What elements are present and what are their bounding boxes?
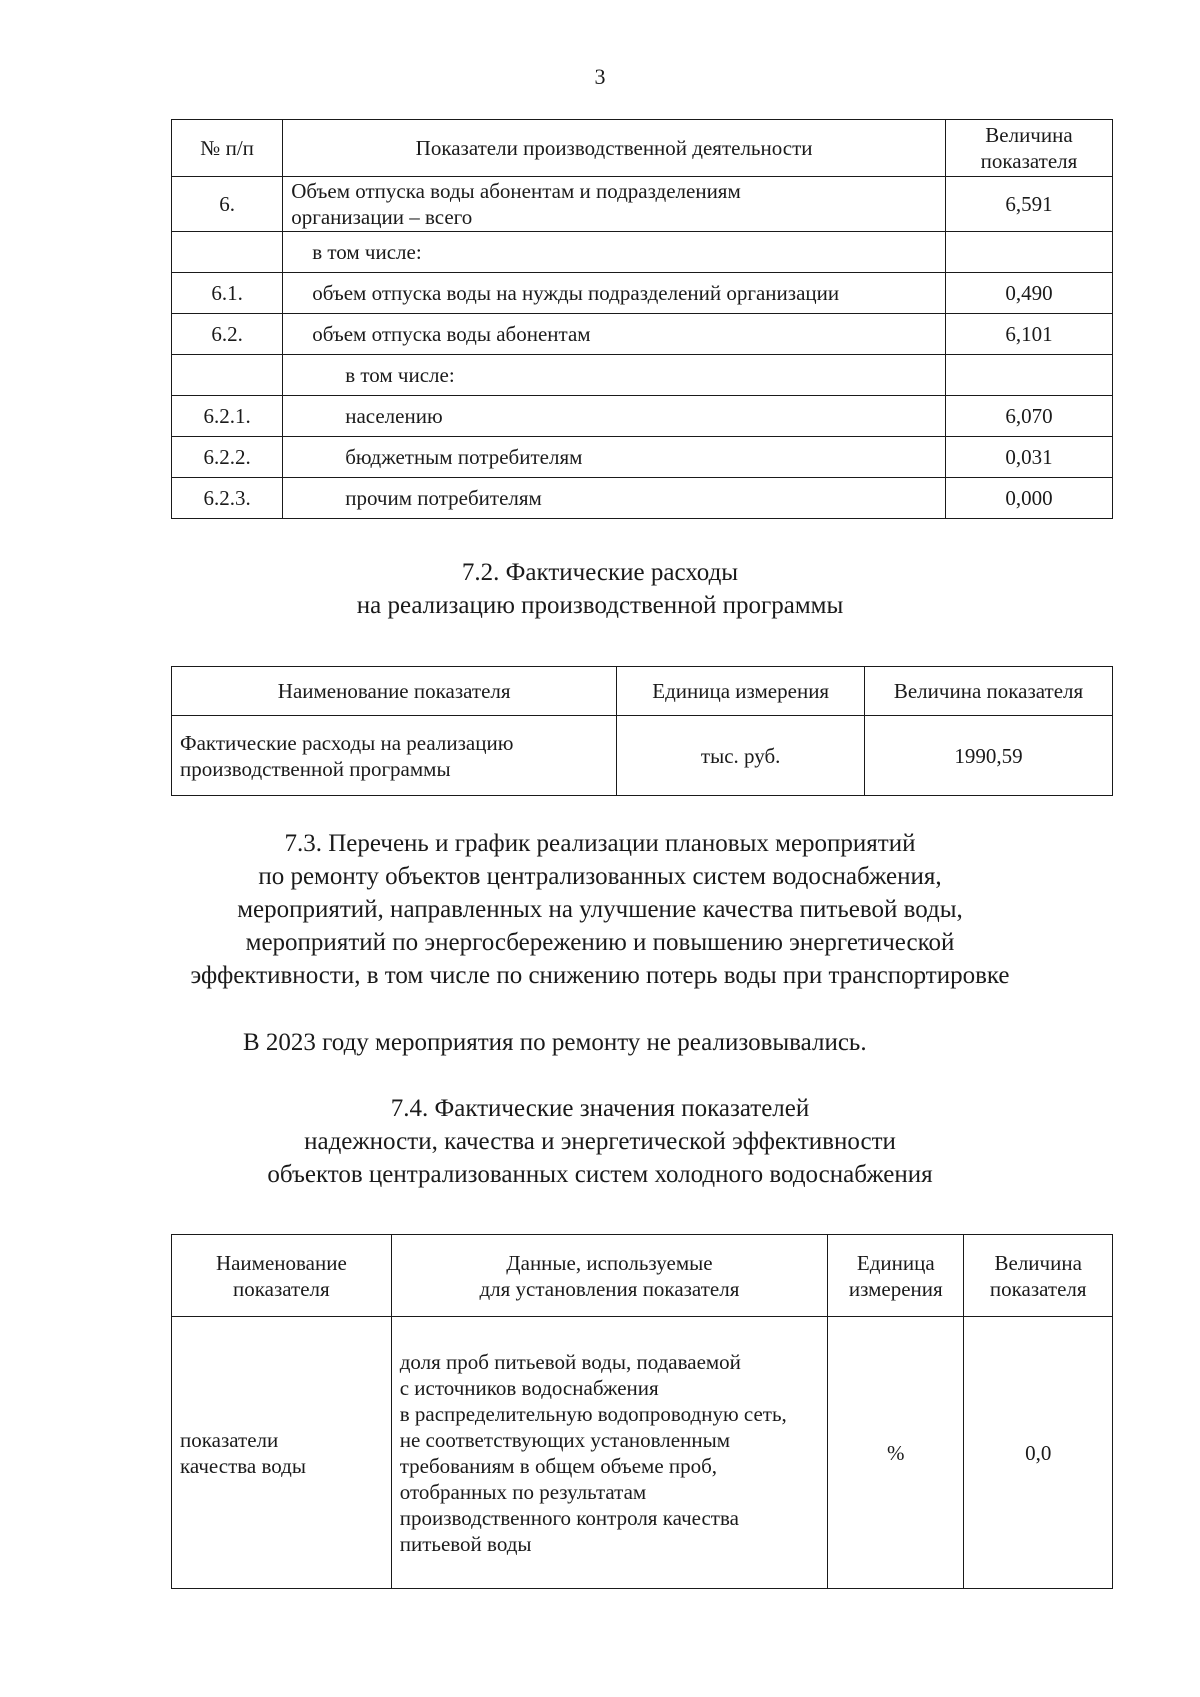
row-data-line: требованиям в общем объеме проб, — [399, 1453, 718, 1478]
header-name: Наименование показателя — [172, 667, 617, 716]
row-data — [391, 1317, 827, 1589]
row-value: 6,070 — [945, 396, 1112, 437]
section-7-3-line5: эффективности, в том числе по снижению потерь воды при транспортировке — [190, 962, 1010, 989]
row-name-line1: Фактические расходы на реализацию — [180, 730, 514, 755]
header-data-line2: для установления показателя — [479, 1276, 740, 1301]
table-row — [172, 355, 1113, 396]
row-unit: тыс. руб. — [617, 716, 865, 796]
row-name-line2: качества воды — [180, 1453, 306, 1478]
table-row — [172, 1317, 1113, 1589]
row-num — [172, 355, 283, 396]
section-7-2-line2: на реализацию производственной программы — [356, 592, 844, 619]
section-7-2-heading — [0, 556, 1200, 622]
row-unit: % — [828, 1317, 964, 1589]
header-name — [172, 1235, 392, 1317]
row-value: 6,591 — [945, 177, 1112, 232]
section-7-3-line2: по ремонту объектов централизованных систем водоснабжения, — [258, 863, 942, 890]
table-row — [172, 273, 1113, 314]
section-7-3-line4: мероприятий по энергосбережению и повышению энергетической — [245, 929, 955, 956]
section-7-3-heading — [0, 827, 1200, 992]
row-name: объем отпуска воды абонентам — [283, 314, 946, 355]
row-value: 0,031 — [945, 437, 1112, 478]
table-row — [172, 478, 1113, 519]
header-value-line1: Величина — [985, 123, 1073, 147]
header-value: Величина показателя — [865, 667, 1113, 716]
row-value: 0,490 — [945, 273, 1112, 314]
table-header-row — [172, 120, 1113, 177]
row-name: в том числе: — [283, 232, 946, 273]
row-name-line1: Объем отпуска воды абонентам и подразделениям — [291, 179, 741, 203]
row-value: 0,000 — [945, 478, 1112, 519]
row-value — [945, 355, 1112, 396]
header-data — [391, 1235, 827, 1317]
row-name: в том числе: — [283, 355, 946, 396]
row-num: 6. — [172, 177, 283, 232]
header-data-line1: Данные, используемые — [506, 1250, 713, 1275]
table-header-row — [172, 667, 1113, 716]
table-row — [172, 396, 1113, 437]
row-value: 1990,59 — [865, 716, 1113, 796]
row-data-line: с источников водоснабжения — [399, 1375, 659, 1400]
row-name: объем отпуска воды на нужды подразделений организации — [283, 273, 946, 314]
no-repairs-paragraph: В 2023 году мероприятия по ремонту не реализовывались. — [243, 1029, 867, 1056]
actual-expenses-table — [171, 666, 1113, 796]
header-unit — [828, 1235, 964, 1317]
section-7-4-line1: 7.4. Фактические значения показателей — [390, 1095, 810, 1122]
table-row — [172, 177, 1113, 232]
row-num: 6.1. — [172, 273, 283, 314]
header-name: Показатели производственной деятельности — [283, 120, 946, 177]
row-name — [172, 716, 617, 796]
row-name: прочим потребителям — [283, 478, 946, 519]
header-value — [964, 1235, 1113, 1317]
row-name-line2: производственной программы — [180, 756, 451, 781]
row-data-line: питьевой воды — [399, 1531, 532, 1556]
section-7-3-line3: мероприятий, направленных на улучшение качества питьевой воды, — [237, 896, 963, 923]
row-value: 6,101 — [945, 314, 1112, 355]
row-num: 6.2.1. — [172, 396, 283, 437]
row-name-line1: показатели — [180, 1427, 279, 1452]
quality-indicators-table — [171, 1234, 1113, 1589]
row-num: 6.2.2. — [172, 437, 283, 478]
table-row — [172, 314, 1113, 355]
row-num — [172, 232, 283, 273]
header-name-line2: показателя — [233, 1276, 330, 1301]
row-data-line: доля проб питьевой воды, подаваемой — [399, 1349, 741, 1374]
row-data-line: не соответствующих установленным — [399, 1427, 730, 1452]
row-num: 6.2.3. — [172, 478, 283, 519]
row-name-line2: организации – всего — [291, 205, 473, 229]
header-unit: Единица измерения — [617, 667, 865, 716]
row-num: 6.2. — [172, 314, 283, 355]
header-name-line1: Наименование — [215, 1250, 347, 1275]
table-row — [172, 437, 1113, 478]
row-data-line: отобранных по результатам — [399, 1479, 647, 1504]
row-value: 0,0 — [964, 1317, 1113, 1589]
row-name — [172, 1317, 392, 1589]
row-data-line: в распределительную водопроводную сеть, — [399, 1401, 787, 1426]
table-header-row — [172, 1235, 1113, 1317]
section-7-4-line3: объектов централизованных систем холодного водоснабжения — [267, 1161, 933, 1188]
header-num: № п/п — [172, 120, 283, 177]
row-name: населению — [283, 396, 946, 437]
section-7-2-line1: 7.2. Фактические расходы — [461, 559, 739, 586]
header-value-line1: Величина — [994, 1250, 1082, 1275]
header-value — [945, 120, 1112, 177]
production-indicators-table — [171, 119, 1113, 519]
section-7-4-line2: надежности, качества и энергетической эффективности — [304, 1128, 896, 1155]
table-row — [172, 232, 1113, 273]
header-unit-line1: Единица — [856, 1250, 935, 1275]
row-data-line: производственного контроля качества — [399, 1505, 739, 1530]
header-value-line2: показателя — [989, 1276, 1087, 1301]
header-value-line2: показателя — [980, 149, 1078, 173]
section-7-4-heading — [0, 1092, 1200, 1191]
row-value — [945, 232, 1112, 273]
section-7-3-line1: 7.3. Перечень и график реализации плановых мероприятий — [284, 830, 916, 857]
header-unit-line2: измерения — [848, 1276, 943, 1301]
page-number: 3 — [594, 64, 606, 89]
row-name: бюджетным потребителям — [283, 437, 946, 478]
row-name — [283, 177, 946, 232]
table-row — [172, 716, 1113, 796]
